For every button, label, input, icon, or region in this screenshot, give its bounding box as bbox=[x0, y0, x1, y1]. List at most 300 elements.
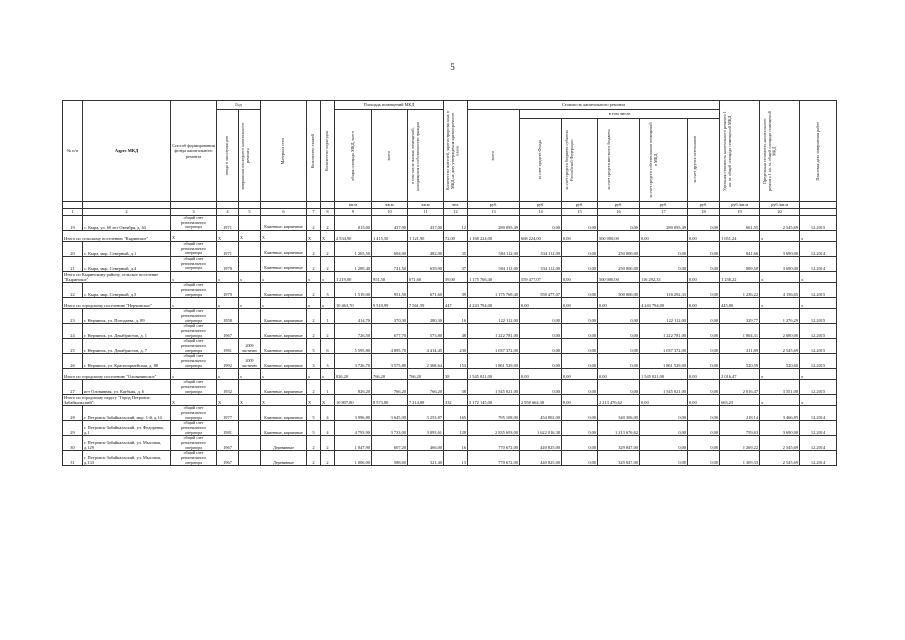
cell-c4: 329 847,00 bbox=[598, 451, 640, 466]
cell-res: 72,00 bbox=[444, 231, 468, 242]
cell-sp: 1 804,31 bbox=[720, 324, 760, 339]
cell-c1: 1 168 224,00 bbox=[468, 231, 520, 242]
column-number-cell: 19 bbox=[720, 209, 760, 216]
unit-cell: руб. bbox=[562, 202, 598, 209]
cell-c1: 1 037 372,00 bbox=[468, 339, 520, 354]
cell-c2: 0,00 bbox=[520, 339, 562, 354]
cell-mx: 2 545,69 bbox=[760, 436, 800, 451]
material-cell: Каменные, кирпичные bbox=[261, 309, 307, 324]
cell-res: 153 bbox=[444, 354, 468, 369]
row-number: 22 bbox=[63, 283, 83, 298]
row-number: 27 bbox=[63, 380, 83, 395]
cell-a2: 4 895,70 bbox=[372, 339, 408, 354]
header-fund: за счет средств Фонда bbox=[537, 140, 543, 180]
year-built-cell: 1977 bbox=[217, 406, 239, 421]
year-repair-cell: x bbox=[239, 369, 261, 380]
cell-c3: 0,00 bbox=[562, 421, 598, 436]
row-number: 26 bbox=[63, 354, 83, 369]
subtotal-label: Итого по городскому поселению "Оловянинское" bbox=[63, 369, 171, 380]
date-cell: 12.2015 bbox=[800, 324, 837, 339]
header-floors: Количество этажей bbox=[310, 133, 316, 169]
cell-c6: 0,00 bbox=[688, 380, 720, 395]
cell-a2: 437,00 bbox=[372, 216, 408, 231]
method-cell: общий счет регионального оператора bbox=[171, 451, 217, 466]
date-cell: 12.2015 bbox=[800, 309, 837, 324]
cell-mx: 3 690,00 bbox=[760, 242, 800, 257]
column-number-cell: 17 bbox=[640, 209, 688, 216]
year-built-cell: 1971 bbox=[217, 216, 239, 231]
cell-c5: 0,00 bbox=[640, 451, 688, 466]
cell-c5: 0,00 bbox=[640, 421, 688, 436]
cell-a2: 9 519,99 bbox=[372, 298, 408, 309]
year-built-cell: 1981 bbox=[217, 339, 239, 354]
cell-c6: 0,00 bbox=[688, 339, 720, 354]
cell-c1: 4 243 794,00 bbox=[468, 298, 520, 309]
cell-c6: 0,00 bbox=[688, 421, 720, 436]
cell-c4: 0,00 bbox=[598, 216, 640, 231]
address-cell: с. Кыра, мкр. Северный, д.5 bbox=[83, 283, 171, 298]
column-number-cell: 20 bbox=[760, 209, 800, 216]
header-year: Год bbox=[217, 101, 261, 110]
cell-c2: 0,00 bbox=[520, 369, 562, 380]
cell-c5: 0,00 bbox=[640, 436, 688, 451]
cell-c4: 0,00 bbox=[598, 369, 640, 380]
cell-a1: 414,70 bbox=[335, 309, 372, 324]
column-number-cell: 4 bbox=[217, 209, 239, 216]
cell-c4: 0,00 bbox=[598, 309, 640, 324]
cell-c4: 500 000,00 bbox=[598, 231, 640, 242]
cell-c4: 0,00 bbox=[598, 380, 640, 395]
cell-a3: 2 368,64 bbox=[408, 354, 444, 369]
cell-c6: 0,00 bbox=[688, 395, 720, 406]
cell-c1: 770 672,00 bbox=[468, 436, 520, 451]
cell-c5: 4 243 794,00 bbox=[640, 298, 688, 309]
cell-a1: 3 996,80 bbox=[335, 406, 372, 421]
unit-cell bbox=[171, 202, 217, 209]
cell-a3: 3 093,61 bbox=[408, 421, 444, 436]
column-number-cell: 10 bbox=[372, 209, 408, 216]
cell-c3: 0,00 bbox=[562, 242, 598, 257]
column-number-cell: 3 bbox=[171, 209, 217, 216]
column-number-cell: 6 bbox=[261, 209, 307, 216]
cell-a2: 8 573,80 bbox=[372, 395, 408, 406]
row-number: 30 bbox=[63, 436, 83, 451]
cell-c2: 1 622 016,38 bbox=[520, 421, 562, 436]
header-deadline: Плановая дата завершения работ bbox=[814, 121, 820, 181]
unit-cell bbox=[261, 202, 307, 209]
cell-c2: 0,00 bbox=[520, 298, 562, 309]
header-n: № п/п bbox=[63, 101, 83, 202]
cell-sp: 1 236,22 bbox=[720, 283, 760, 298]
method-cell: общий счет регионального оператора bbox=[171, 436, 217, 451]
unit-cell bbox=[321, 202, 335, 209]
address-cell: г. Нерчинск, ул. Погодаева, д. 89 bbox=[83, 309, 171, 324]
date-cell: x bbox=[800, 272, 837, 283]
year-repair-cell: x bbox=[239, 272, 261, 283]
unit-cell: кв.м bbox=[408, 202, 444, 209]
cell-a2: 766,20 bbox=[372, 369, 408, 380]
floors-cell: 2 bbox=[307, 257, 321, 272]
cell-c6: 0,00 bbox=[688, 283, 720, 298]
cell-res: 38 bbox=[444, 369, 468, 380]
cell-sp: 841,66 bbox=[720, 242, 760, 257]
cell-c5: 116 292,33 bbox=[640, 283, 688, 298]
cell-c3: 0,00 bbox=[562, 451, 598, 466]
cell-mx: 4 156,65 bbox=[760, 283, 800, 298]
cell-sp: 329,77 bbox=[720, 309, 760, 324]
cell-a1: 826,20 bbox=[335, 369, 372, 380]
year-repair-cell: x bbox=[239, 298, 261, 309]
cell-res: 37 bbox=[444, 257, 468, 272]
year-repair-cell bbox=[239, 309, 261, 324]
cell-mx: x bbox=[760, 231, 800, 242]
cell-c4: 250 000,00 bbox=[598, 242, 640, 257]
entrances-cell: 2 bbox=[321, 242, 335, 257]
cell-a3: 466,00 bbox=[408, 436, 444, 451]
material-cell: Каменные, кирпичные bbox=[261, 242, 307, 257]
date-cell: x bbox=[800, 369, 837, 380]
header-year-last-repair: завершения последнего капитального ремонта bbox=[239, 121, 250, 190]
year-built-cell: 1979 bbox=[217, 283, 239, 298]
cell-a3: 7 561,59 bbox=[408, 298, 444, 309]
cell-c2: 0,00 bbox=[520, 309, 562, 324]
cell-c6: 0,00 bbox=[688, 309, 720, 324]
method-cell: общий счет регионального оператора bbox=[171, 257, 217, 272]
cell-c4: 500 000,00 bbox=[598, 283, 640, 298]
table-row bbox=[63, 406, 837, 421]
table-row bbox=[63, 354, 837, 369]
method-cell: X bbox=[171, 231, 217, 242]
address-cell: г. Нерчинск, ул. Декабристов, д. 1 bbox=[83, 324, 171, 339]
cell-c3: 0,00 bbox=[562, 369, 598, 380]
floors-cell: x bbox=[307, 298, 321, 309]
cell-a2: 766,20 bbox=[372, 380, 408, 395]
entrances-cell: X bbox=[321, 231, 335, 242]
unit-cell: руб./кв.м bbox=[720, 202, 760, 209]
cell-mx: 2 545,69 bbox=[760, 216, 800, 231]
page-number: 5 bbox=[450, 62, 455, 72]
cell-sp: 1 651,24 bbox=[720, 231, 760, 242]
cell-c2: 334 112,00 bbox=[520, 242, 562, 257]
unit-cell: руб. bbox=[688, 202, 720, 209]
row-number: 19 bbox=[63, 216, 83, 231]
cell-c3: 0,00 bbox=[562, 436, 598, 451]
cell-a1: 1 519,00 bbox=[335, 283, 372, 298]
cell-a2: 951,50 bbox=[372, 272, 408, 283]
method-cell: x bbox=[171, 369, 217, 380]
year-repair-cell bbox=[239, 436, 261, 451]
floors-cell: 5 bbox=[307, 406, 321, 421]
address-cell: г. Петровск-Забайкальский, ул. Федоренко, д.1 bbox=[83, 421, 171, 436]
units-row bbox=[63, 202, 837, 209]
cell-c6: 0,00 bbox=[688, 272, 720, 283]
entrances-cell: x bbox=[321, 298, 335, 309]
entrances-cell: 2 bbox=[321, 257, 335, 272]
address-cell: г. Нерчинск, ул. Красноармейская, д. 88 bbox=[83, 354, 171, 369]
year-built-cell: 1981 bbox=[217, 421, 239, 436]
cell-sp: 1 236,22 bbox=[720, 272, 760, 283]
cell-mx: 3 551,00 bbox=[760, 380, 800, 395]
cell-mx: 3 690,00 bbox=[760, 257, 800, 272]
cell-a3: 321,40 bbox=[408, 451, 444, 466]
cell-res: 332 bbox=[444, 395, 468, 406]
material-cell: Каменные, кирпичные bbox=[261, 216, 307, 231]
year-repair-cell bbox=[239, 406, 261, 421]
cell-c3: 0,00 bbox=[562, 231, 598, 242]
cell-c2: 0,00 bbox=[520, 216, 562, 231]
method-cell: общий счет регионального оператора bbox=[171, 309, 217, 324]
subtotal-row bbox=[63, 298, 837, 309]
unit-cell bbox=[800, 202, 837, 209]
year-repair-cell bbox=[239, 380, 261, 395]
capital-repair-table bbox=[62, 100, 837, 466]
method-cell: общий счет регионального оператора bbox=[171, 216, 217, 231]
cell-res: 39 bbox=[444, 283, 468, 298]
unit-cell: руб. bbox=[598, 202, 640, 209]
row-number: 31 bbox=[63, 451, 83, 466]
cell-c2: 0,00 bbox=[520, 380, 562, 395]
cell-a2: 3 733,00 bbox=[372, 421, 408, 436]
table-row bbox=[63, 436, 837, 451]
header-area-group: Площадь помещений МКД bbox=[335, 101, 444, 110]
cell-c1: 770 672,00 bbox=[468, 451, 520, 466]
date-cell: x bbox=[800, 298, 837, 309]
year-built-cell: X bbox=[217, 231, 239, 242]
table-row bbox=[63, 309, 837, 324]
year-built-cell: X bbox=[217, 395, 239, 406]
cell-c5: 0,00 bbox=[640, 257, 688, 272]
cell-c3: 0,00 bbox=[562, 283, 598, 298]
row-number: 24 bbox=[63, 324, 83, 339]
column-number-cell: 15 bbox=[562, 209, 598, 216]
cell-c4: 2 213 476,62 bbox=[598, 395, 640, 406]
material-cell: Каменные, кирпичные bbox=[261, 380, 307, 395]
cell-c6: 0,00 bbox=[688, 354, 720, 369]
subtotal-row bbox=[63, 231, 837, 242]
cell-c6: 0,00 bbox=[688, 406, 720, 421]
year-repair-cell bbox=[239, 451, 261, 466]
cell-res: 230 bbox=[444, 339, 468, 354]
cell-c1: 1 861 529,00 bbox=[468, 354, 520, 369]
entrances-cell: x bbox=[321, 369, 335, 380]
header-local-budget: за счет средств местного бюджета bbox=[605, 129, 611, 191]
year-repair-cell: X bbox=[239, 231, 261, 242]
unit-cell: кв.м bbox=[372, 202, 408, 209]
header-incl: в том числе bbox=[520, 110, 720, 119]
cell-c6: 0,00 bbox=[688, 216, 720, 231]
cell-c4: 0,00 bbox=[598, 298, 640, 309]
column-number-cell: 5 bbox=[239, 209, 261, 216]
header-subject-budget: за счет средств бюджета субъекта Российской Федерации bbox=[563, 129, 574, 191]
header-cost-group: Стоимость капитального ремонта bbox=[468, 101, 720, 110]
cell-a2: 677,70 bbox=[372, 324, 408, 339]
cell-mx: x bbox=[760, 272, 800, 283]
method-cell: общий счет регионального оператора bbox=[171, 283, 217, 298]
cell-c2: 0,00 bbox=[520, 354, 562, 369]
cell-a1: 4 793,90 bbox=[335, 421, 372, 436]
address-cell: г. Петровск-Забайкальский, ул. Мысовая, д.129 bbox=[83, 436, 171, 451]
material-cell: Каменные, кирпичные bbox=[261, 354, 307, 369]
cell-a1: 815,00 bbox=[335, 216, 372, 231]
unit-cell: руб. bbox=[468, 202, 520, 209]
date-cell: 12.2014 bbox=[800, 436, 837, 451]
row-number: 21 bbox=[63, 257, 83, 272]
cell-c4: 340 306,00 bbox=[598, 406, 640, 421]
unit-cell: руб. bbox=[640, 202, 688, 209]
cell-c2: 559 477,07 bbox=[520, 272, 562, 283]
column-number-cell bbox=[800, 209, 837, 216]
cell-c2: 0,00 bbox=[520, 324, 562, 339]
entrances-cell: 3 bbox=[321, 354, 335, 369]
cell-c3: 0,00 bbox=[562, 309, 598, 324]
cell-a3: 639,90 bbox=[408, 257, 444, 272]
column-number-cell: 1 bbox=[63, 209, 83, 216]
date-cell: 12.2015 bbox=[800, 216, 837, 231]
year-repair-cell bbox=[239, 283, 261, 298]
header-area-all: всего bbox=[386, 150, 392, 161]
date-cell: 12.2015 bbox=[800, 380, 837, 395]
cell-c2: 559 477,07 bbox=[520, 283, 562, 298]
cell-a1: 2 534,90 bbox=[335, 231, 372, 242]
floors-cell: 2 bbox=[307, 216, 321, 231]
column-number-cell: 13 bbox=[468, 209, 520, 216]
column-number-cell: 14 bbox=[520, 209, 562, 216]
table-row bbox=[63, 421, 837, 436]
cell-a2: 951,50 bbox=[372, 283, 408, 298]
cell-mx: x bbox=[760, 298, 800, 309]
cell-c3: 0,00 bbox=[562, 257, 598, 272]
cell-c4: 500 000,00 bbox=[598, 272, 640, 283]
floors-cell: 2 bbox=[307, 436, 321, 451]
cell-a1: 10 807,80 bbox=[335, 395, 372, 406]
table-row bbox=[63, 324, 837, 339]
cell-c4: 1 213 676,62 bbox=[598, 421, 640, 436]
cell-c4: 250 000,00 bbox=[598, 257, 640, 272]
date-cell: 12.2014 bbox=[800, 406, 837, 421]
header-other: за счет других источников bbox=[691, 136, 697, 184]
cell-a2: 607,20 bbox=[372, 436, 408, 451]
cell-c1: 2 835 693,00 bbox=[468, 421, 520, 436]
header-year-built: ввода в эксплуатацию bbox=[224, 135, 230, 175]
cell-a3: 3 253,87 bbox=[408, 406, 444, 421]
entrances-cell: 6 bbox=[321, 339, 335, 354]
cell-a3: 482,00 bbox=[408, 242, 444, 257]
cell-c1: 584 112,00 bbox=[468, 257, 520, 272]
year-repair-cell bbox=[239, 242, 261, 257]
method-cell: X bbox=[171, 395, 217, 406]
cell-c4: 0,00 bbox=[598, 339, 640, 354]
cell-c5: 1 545 021,00 bbox=[640, 380, 688, 395]
cell-c6: 0,00 bbox=[688, 231, 720, 242]
entrances-cell: 1 bbox=[321, 309, 335, 324]
cell-a3: 4 414,45 bbox=[408, 339, 444, 354]
header-area-owned: в том числе жилых помещений, находящихся в собственности граждан bbox=[409, 120, 420, 191]
cell-res: 165 bbox=[444, 406, 468, 421]
cell-c4: 0,00 bbox=[598, 354, 640, 369]
method-cell: x bbox=[171, 298, 217, 309]
cell-c2: 440 825,00 bbox=[520, 451, 562, 466]
floors-cell: 2 bbox=[307, 309, 321, 324]
cell-sp: 759,63 bbox=[720, 421, 760, 436]
column-number-cell: 8 bbox=[321, 209, 335, 216]
table-row bbox=[63, 451, 837, 466]
floors-cell: X bbox=[307, 395, 321, 406]
cell-mx: 2 680,00 bbox=[760, 324, 800, 339]
address-cell: пгт Оловянная, ул. Каубыш, д. 6 bbox=[83, 380, 171, 395]
year-built-cell: 1958 bbox=[217, 309, 239, 324]
entrances-cell: 4 bbox=[321, 421, 335, 436]
cell-c5: 116 292,33 bbox=[640, 272, 688, 283]
cell-a3: 573,80 bbox=[408, 324, 444, 339]
year-built-cell: x bbox=[217, 272, 239, 283]
cell-c1: 289 095,49 bbox=[468, 216, 520, 231]
date-cell: 12.2015 bbox=[800, 283, 837, 298]
cell-c6: 0,00 bbox=[688, 242, 720, 257]
unit-cell: чел. bbox=[444, 202, 468, 209]
cell-c5: 122 112,00 bbox=[640, 309, 688, 324]
year-built-cell: x bbox=[217, 298, 239, 309]
cell-sp: 2 016,47 bbox=[720, 369, 760, 380]
cell-a3: 1 121,90 bbox=[408, 231, 444, 242]
year-built-cell: x bbox=[217, 369, 239, 380]
cell-mx: 520,60 bbox=[760, 354, 800, 369]
column-number-cell: 18 bbox=[688, 209, 720, 216]
cell-a2: 721,50 bbox=[372, 257, 408, 272]
cell-a2: 370,30 bbox=[372, 309, 408, 324]
cell-mx: x bbox=[760, 395, 800, 406]
cell-c1: 584 112,00 bbox=[468, 242, 520, 257]
header-max-cost: Предельная стоимость капитального ремонта 1 кв. м. общей площади помещений МКД bbox=[761, 111, 777, 191]
cell-c3: 0,00 bbox=[562, 216, 598, 231]
row-number: 25 bbox=[63, 339, 83, 354]
cell-c3: 0,00 bbox=[562, 354, 598, 369]
floors-cell: x bbox=[307, 272, 321, 283]
row-number: 20 bbox=[63, 242, 83, 257]
cell-c3: 0,00 bbox=[562, 406, 598, 421]
cell-c2: 454 802,00 bbox=[520, 406, 562, 421]
table-body bbox=[63, 216, 837, 466]
unit-cell: руб./кв.м bbox=[760, 202, 800, 209]
cell-c5: 1 037 372,00 bbox=[640, 339, 688, 354]
method-cell: x bbox=[171, 272, 217, 283]
unit-cell bbox=[63, 202, 83, 209]
header-entrances: Количество подъездов bbox=[324, 131, 330, 171]
header-wall-material: Материал стен bbox=[280, 137, 286, 165]
year-repair-cell bbox=[239, 324, 261, 339]
cell-c1: 1 175 766,40 bbox=[468, 272, 520, 283]
table-row bbox=[63, 339, 837, 354]
cell-mx: 2 545,69 bbox=[760, 339, 800, 354]
column-number-cell: 12 bbox=[444, 209, 468, 216]
material-cell: x bbox=[261, 298, 307, 309]
row-number: 29 bbox=[63, 421, 83, 436]
method-cell: общий счет регионального оператора bbox=[171, 406, 217, 421]
cell-a1: 1 047,90 bbox=[335, 436, 372, 451]
method-cell: общий счет регионального оператора bbox=[171, 324, 217, 339]
unit-cell bbox=[217, 202, 239, 209]
cell-c3: 0,00 bbox=[562, 339, 598, 354]
cell-a2: 588,60 bbox=[372, 451, 408, 466]
floors-cell: 2 bbox=[307, 324, 321, 339]
date-cell: x bbox=[800, 231, 837, 242]
subtotal-label: Итого по городскому округу "Город Петровск-Забайкальский": bbox=[63, 395, 171, 406]
date-cell: 12.2015 bbox=[800, 354, 837, 369]
method-cell: общий счет регионального оператора bbox=[171, 242, 217, 257]
entrances-cell: 2 bbox=[321, 451, 335, 466]
cell-res: 13 bbox=[444, 451, 468, 466]
cell-a1: 5 595,80 bbox=[335, 339, 372, 354]
cell-c2: 334 112,00 bbox=[520, 257, 562, 272]
